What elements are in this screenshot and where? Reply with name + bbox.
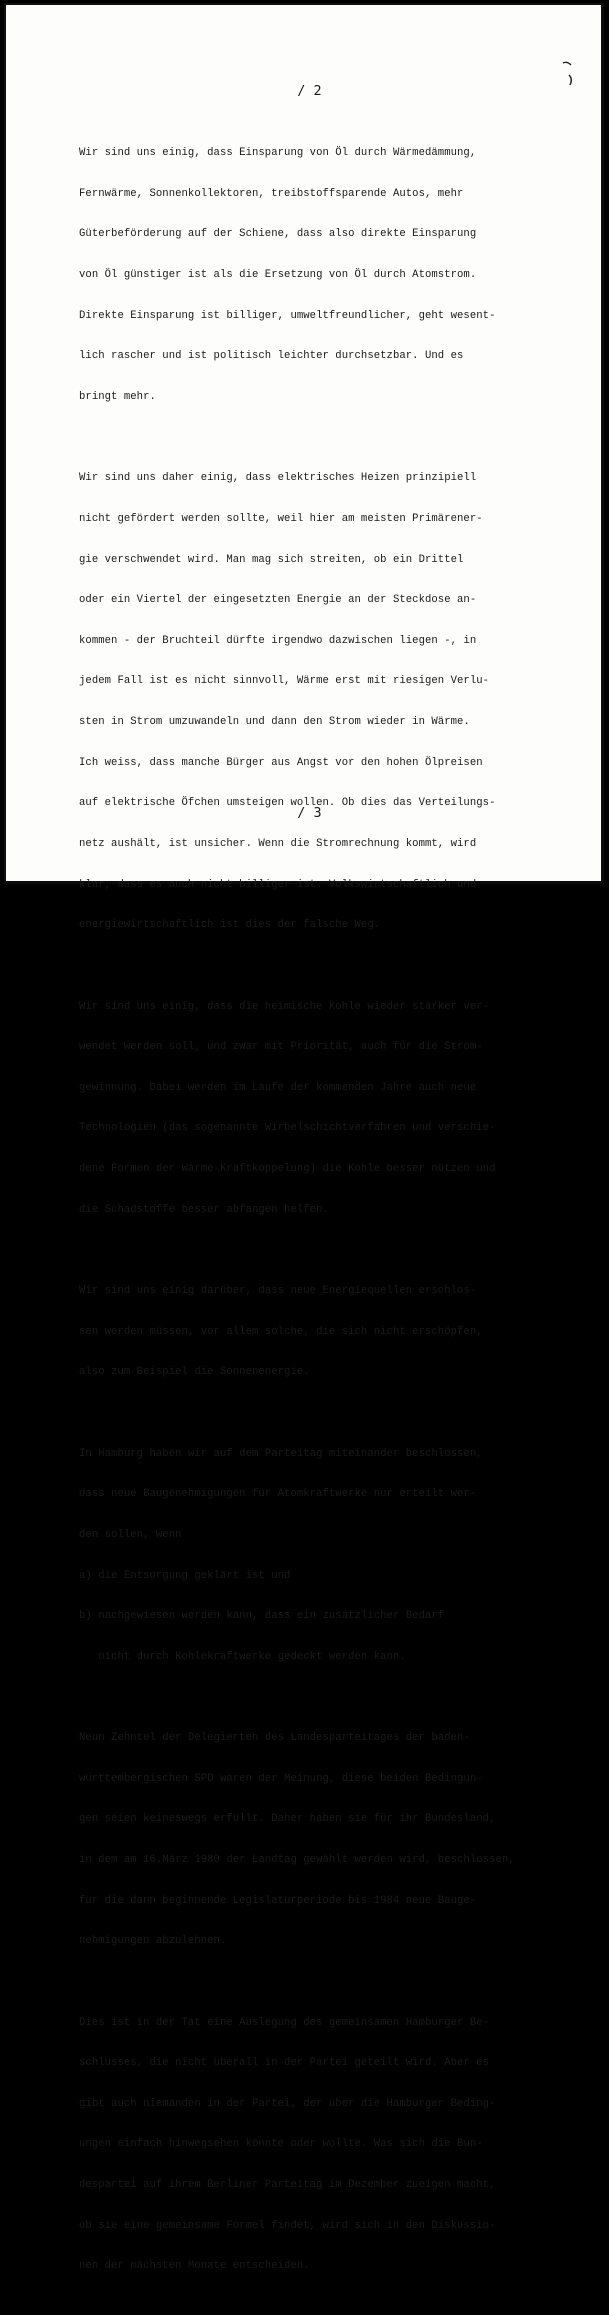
text-line: dene Formen der Wärme-Kraftkoppelung) die Kohle besser nützen und: [79, 1163, 496, 1176]
text-line: den sollen, wenn: [79, 1528, 182, 1541]
paragraph-5: [79, 1421, 579, 1692]
text-line: oder ein Viertel der eingesetzten Energie an der Steckdose an-: [79, 594, 477, 607]
text-line: gen seien keineswegs erfüllt. Daher haben sie für ihr Bundesland,: [79, 1813, 496, 1826]
text-line: schlusses, die nicht überall in der Partei geteilt wird. Aber es: [79, 2057, 490, 2070]
text-line: Ich weiss, dass manche Bürger aus Angst vor den hohen Ölpreisen: [79, 756, 483, 769]
text-line: Güterbeförderung auf der Schiene, dass also direkte Einsparung: [79, 228, 477, 241]
text-line: gie verschwendet wird. Man mag sich streiten, ob ein Drittel: [79, 553, 464, 566]
document-page: [4, 3, 604, 2273]
text-line: In Hamburg haben wir auf dem Parteitag miteinander beschlossen,: [79, 1447, 483, 1460]
text-line: lich rascher und ist politisch leichter durchsetzbar. Und es: [79, 350, 464, 363]
text-line: ungen einfach hinwegsehen könnte oder wollte. Was sich die Bun-: [79, 2138, 483, 2151]
text-line: Wir sind uns einig darüber, dass neue Energiequellen erschlos-: [79, 1285, 477, 1298]
document-body: [79, 120, 579, 2315]
text-line: Wir sind uns einig, dass Einsparung von Öl durch Wärmedämmung,: [79, 147, 477, 160]
list-item-b: b) nachgewiesen werden kann, dass ein zusätzlicher Bedarf: [79, 1610, 445, 1623]
paragraph-1: [79, 120, 579, 432]
text-line: württembergischen SPD waren der Meinung, diese beiden Bedingun-: [79, 1772, 483, 1785]
text-line: ob sie eine gemeinsame Formel findet, wird sich in den Diskussio-: [79, 2219, 496, 2232]
text-line: also zum Beispiel die Sonnenenergie.: [79, 1366, 310, 1379]
paragraph-6: [79, 1705, 579, 1976]
text-line: Wir sind uns einig, dass die heimische Kohle wieder stärker ver-: [79, 1000, 490, 1013]
paragraph-2: [79, 445, 579, 960]
text-line: sen werden müssen, vor allem solche, die sich nicht erschöpfen,: [79, 1325, 483, 1338]
text-line: sten in Strom umzuwandeln und dann den Strom wieder in Wärme.: [79, 716, 470, 729]
text-line: Dies ist in der Tat eine Auslegung des gemeinsamen Hamburger Be-: [79, 2016, 490, 2029]
text-line: klar, dass es auch nicht billiger ist. Volkswirtschaftlich und: [79, 878, 477, 891]
text-line: despartei auf ihrem Berliner Parteitag im Dezember zueigen macht,: [79, 2179, 496, 2192]
text-line: nicht gefördert werden sollte, weil hier am meisten Primärener-: [79, 512, 483, 525]
text-line: gewinnung. Dabei werden im Laufe der kommenden Jahre auch neue: [79, 1081, 477, 1094]
text-line: Neun Zehntel der Delegierten des Landesparteitages der baden-: [79, 1732, 470, 1745]
text-line: die Schadstoffe besser abfangen helfen.: [79, 1203, 329, 1216]
text-line: von Öl günstiger ist als die Ersetzung von Öl durch Atomstrom.: [79, 269, 477, 282]
paragraph-7: [79, 1989, 579, 2301]
list-item-b-continued: nicht durch Kohlekraftwerke gedeckt werden kann.: [79, 1650, 406, 1663]
text-line: dass neue Baugenehmigungen für Atomkraftwerke nur erteilt wer-: [79, 1488, 477, 1501]
paragraph-4: [79, 1258, 579, 1407]
text-line: gibt auch niemanden in der Partei, der über die Hamburger Beding-: [79, 2097, 496, 2110]
list-item-a: a) die Entsorgung geklärt ist und: [79, 1569, 291, 1582]
page-number-top: / 2: [297, 83, 322, 99]
text-line: energiewirtschaftlich ist dies der falsche Weg.: [79, 919, 381, 932]
text-line: Wir sind uns daher einig, dass elektrisches Heizen prinzipiell: [79, 472, 477, 485]
text-line: auf elektrische Öfchen umsteigen wollen. Ob dies das Verteilungs-: [79, 797, 496, 810]
paragraph-3: [79, 973, 579, 1244]
text-line: für die dann beginnende Legislaturperiode bis 1984 neue Bauge-: [79, 1894, 477, 1907]
text-line: bringt mehr.: [79, 390, 156, 403]
text-line: wendet werden soll, und zwar mit Priorität, auch für die Strom-: [79, 1041, 483, 1054]
text-line: Direkte Einsparung ist billiger, umweltfreundlicher, geht wesent-: [79, 309, 496, 322]
text-line: Technologien (das sogenannte Wirbelschichtverfahren und verschie-: [79, 1122, 496, 1135]
text-line: jedem Fall ist es nicht sinnvoll, Wärme erst mit riesigen Verlu-: [79, 675, 490, 688]
text-line: Fernwärme, Sonnenkollektoren, treibstoffsparende Autos, mehr: [79, 187, 464, 200]
text-line: nehmigungen abzulehnen.: [79, 1935, 227, 1948]
text-line: kommen - der Bruchteil dürfte irgendwo dazwischen liegen -, in: [79, 634, 477, 647]
text-line: netz aushält, ist unsicher. Wenn die Stromrechnung kommt, wird: [79, 837, 477, 850]
text-line: in dem am 16.März 1980 der Landtag gewählt werden wird, beschlossen,: [79, 1854, 515, 1866]
page-number-bottom: / 3: [297, 805, 322, 821]
text-line: nen der nächsten Monate entscheiden.: [79, 2260, 310, 2273]
